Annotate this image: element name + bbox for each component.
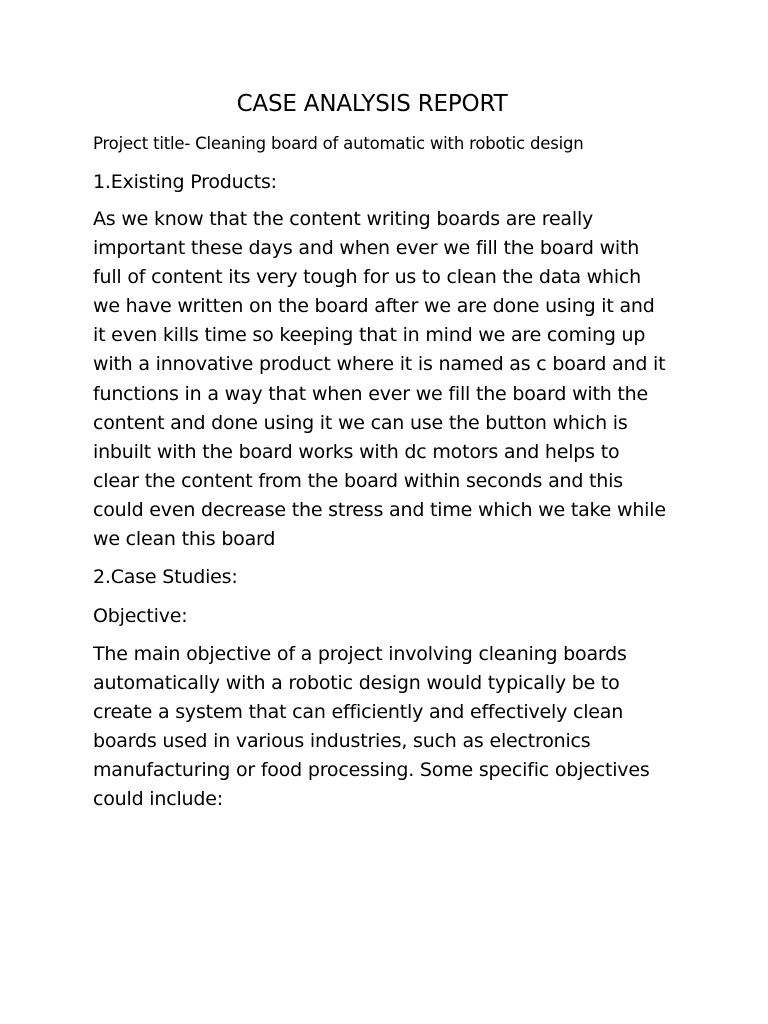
objective-paragraph (93, 640, 693, 815)
paragraph-line: could even decrease the stress and time which we take while (93, 498, 666, 521)
paragraph-line: automatically with a robotic design would typically be to (93, 672, 620, 695)
existing-products-heading: 1.Existing Products: (93, 171, 277, 193)
objective-heading: Objective: (93, 605, 188, 627)
report-title: CASE ANALYSIS REPORT (236, 91, 508, 117)
paragraph-line: manufacturing or food processing. Some specific objectives (93, 759, 650, 782)
paragraph-line: As we know that the content writing boards are really (93, 208, 594, 230)
existing-products-paragraph (93, 205, 693, 554)
paragraph-line: we have written on the board after we are done using it and (93, 295, 655, 318)
paragraph-line: The main objective of a project involving cleaning boards (93, 643, 627, 665)
paragraph-line: we clean this board (93, 528, 276, 551)
project-title: Project title- Cleaning board of automatic with robotic design (93, 134, 584, 153)
paragraph-line: create a system that can efficiently and effectively clean (93, 701, 624, 724)
case-studies-heading: 2.Case Studies: (93, 566, 238, 588)
paragraph-line: boards used in various industries, such as electronics (93, 730, 591, 753)
paragraph-line: inbuilt with the board works with dc motors and helps to (93, 440, 620, 463)
paragraph-line: clear the content from the board within seconds and this (93, 469, 623, 492)
paragraph-line: important these days and when ever we fill the board with (93, 237, 640, 260)
paragraph-line: full of content its very tough for us to clean the data which (93, 266, 642, 289)
paragraph-line: with a innovative product where it is named as c board and it (93, 353, 666, 376)
paragraph-line: could include: (93, 788, 223, 811)
paragraph-line: content and done using it we can use the button which is (93, 411, 628, 434)
paragraph-line: it even kills time so keeping that in mind we are coming up (93, 324, 646, 347)
paragraph-line: functions in a way that when ever we fill the board with the (93, 382, 649, 405)
